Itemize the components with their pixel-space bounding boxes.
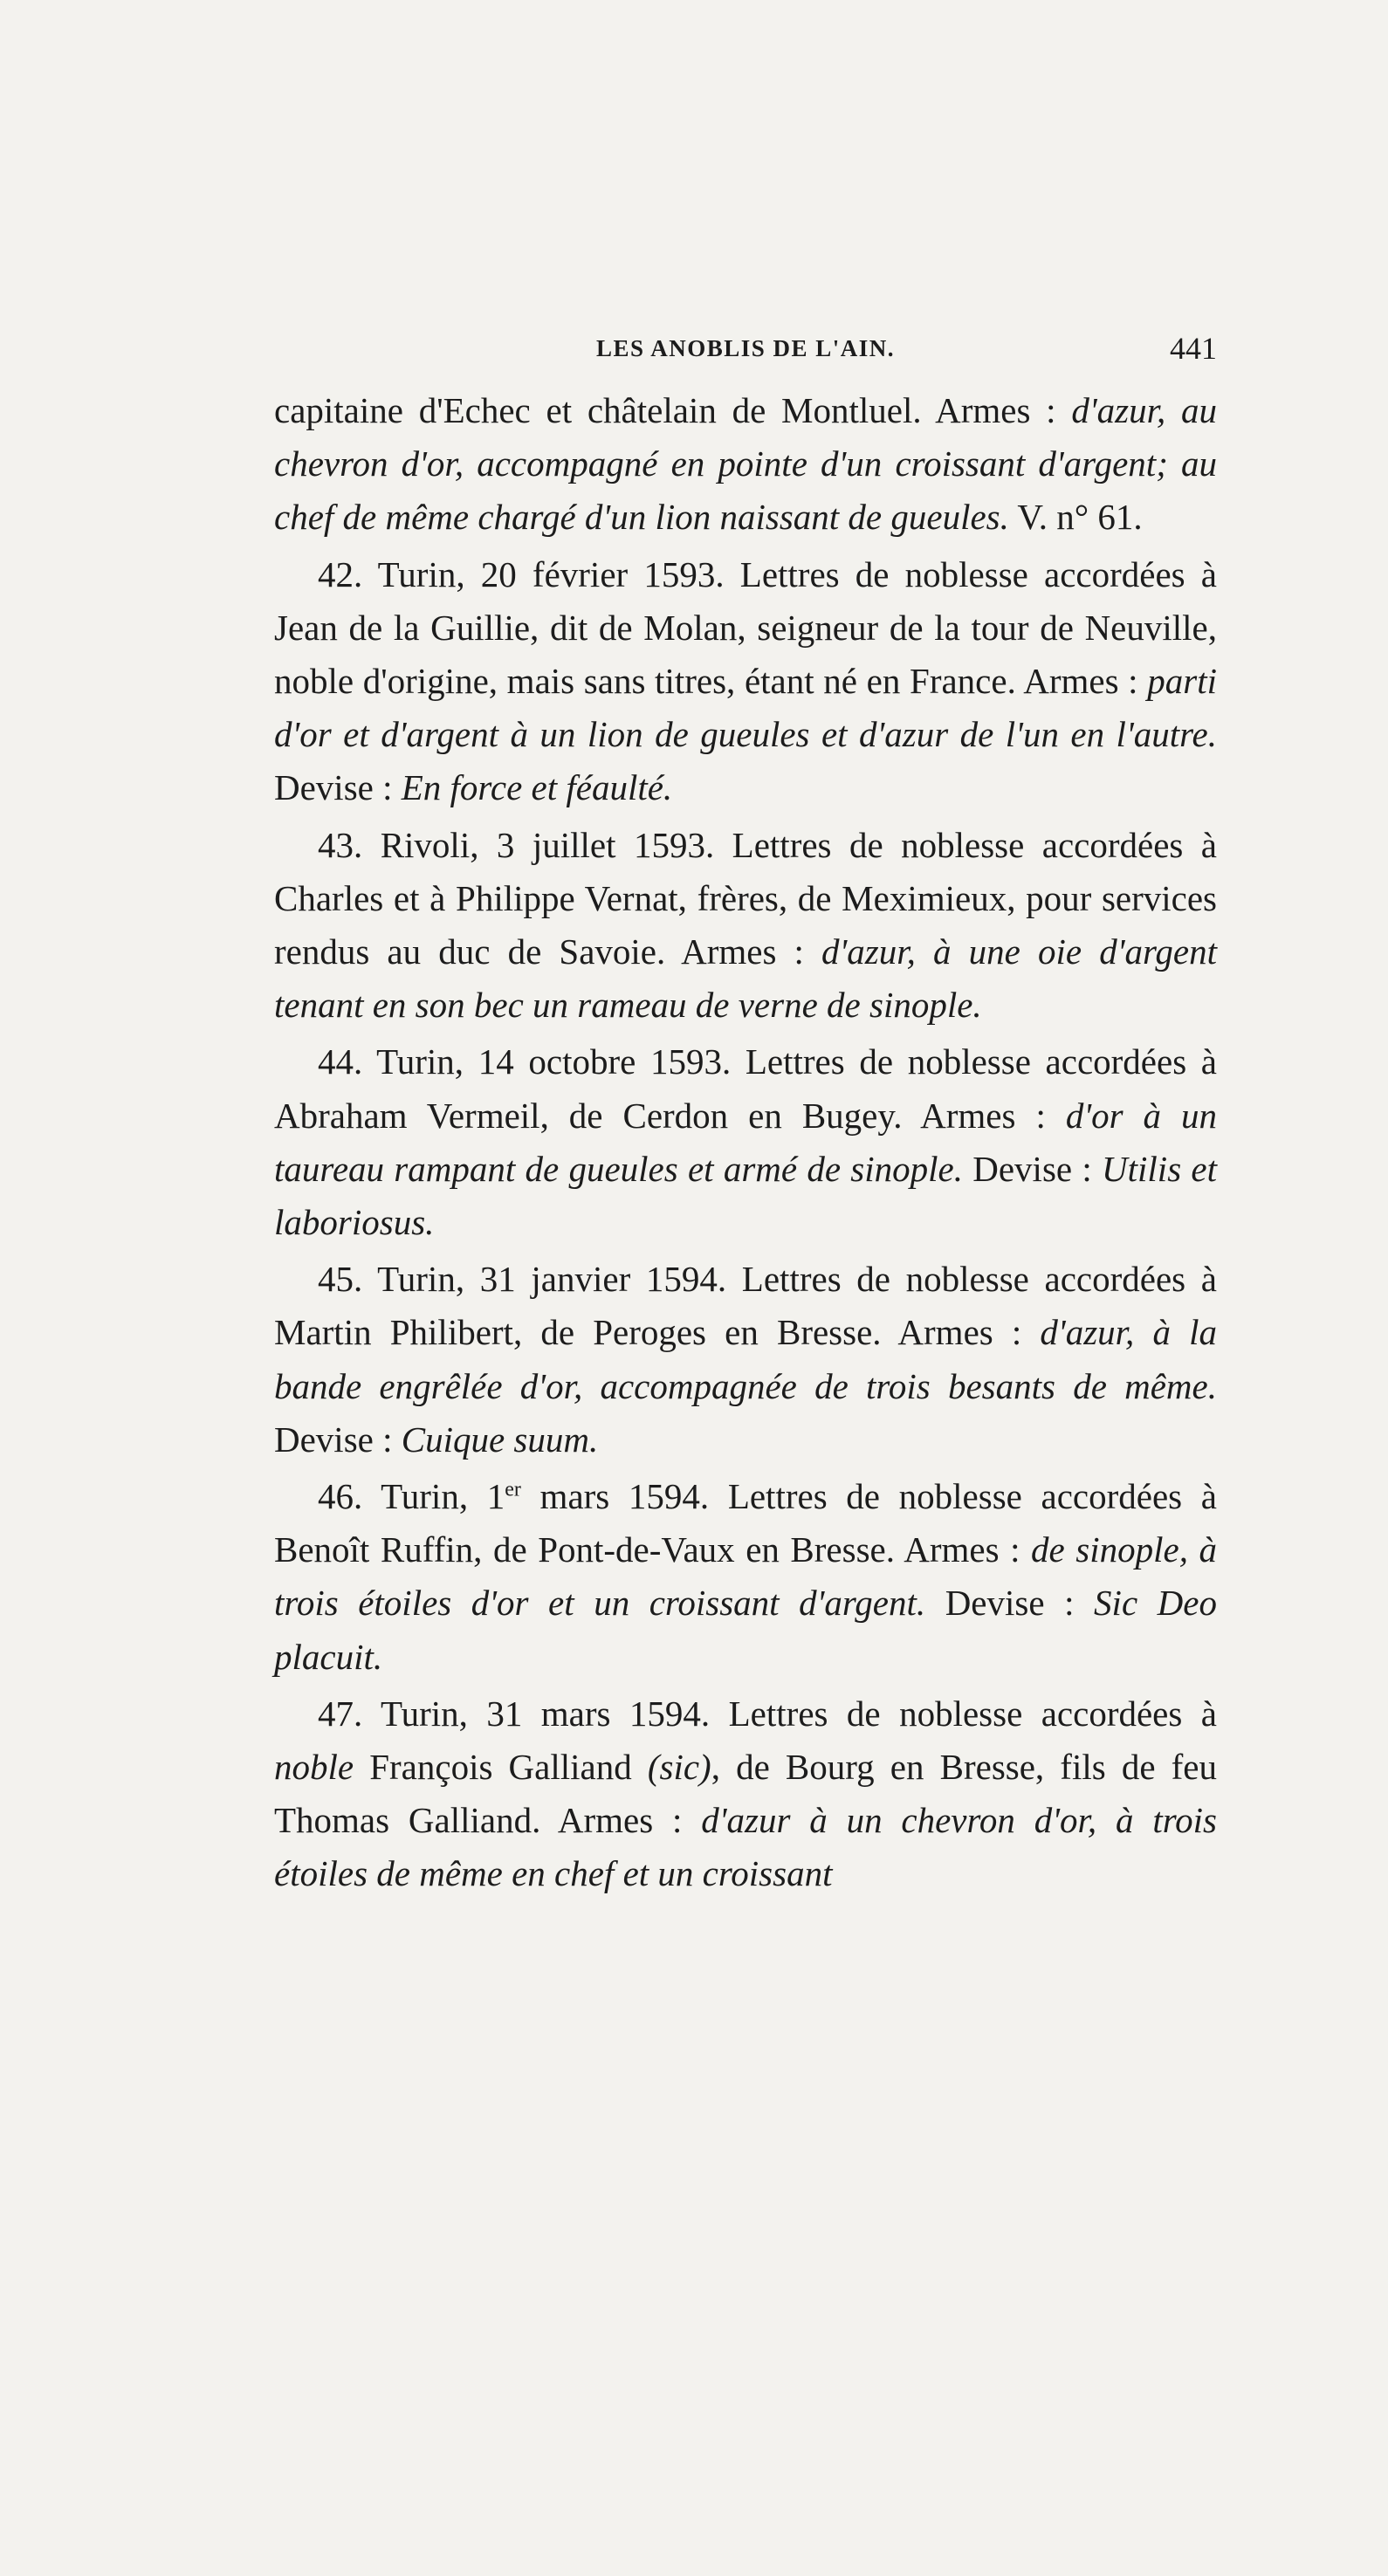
text-span: Devise : xyxy=(274,767,402,808)
text-span: Devise : xyxy=(925,1583,1095,1624)
entry-paragraph xyxy=(274,548,1217,815)
italic-text: d'azur, au chevron d'or, accompagné en pointe d'un croissant d'argent; au chef de même chargé d'un lion naissant de gueules. xyxy=(274,390,1217,538)
entry-paragraph xyxy=(274,1687,1217,1901)
text-span: 43. Rivoli, 3 juillet 1593. Lettres de noblesse accordées à Charles et à Philippe Vernat, frères, de Meximieux, pour services rendus au duc de Savoie. Armes : xyxy=(274,824,1217,972)
italic-text: noble xyxy=(274,1747,354,1788)
italic-text: parti d'or et d'argent à un lion de gueules et d'azur de l'un en l'autre. xyxy=(274,661,1217,755)
text-span: V. n° 61. xyxy=(1008,497,1143,538)
entry-paragraph xyxy=(274,1470,1217,1684)
text-span: , de Bourg en Bresse, fils de feu Thomas Galliand. Armes : xyxy=(274,1747,1217,1841)
text-span: Devise : xyxy=(274,1419,402,1460)
body-text xyxy=(274,384,1217,1901)
italic-text: d'or à un taureau rampant de gueules et armé de sinople. xyxy=(274,1095,1217,1189)
italic-text: Sic Deo placuit. xyxy=(274,1583,1217,1677)
continuation-paragraph xyxy=(274,384,1217,545)
italic-text: En force et féaulté. xyxy=(401,767,673,808)
text-span: Devise : xyxy=(962,1148,1103,1189)
italic-text: (sic) xyxy=(647,1747,711,1788)
text-span: 46. Turin, 1 xyxy=(318,1476,505,1517)
text-span: 42. Turin, 20 février 1593. Lettres de noblesse accordées à Jean de la Guillie, dit de Molan, seigneur de la tour de Neuville, noble d'origine, mais sans titres, étant né en France. Armes : xyxy=(274,553,1217,702)
text-span: 45. Turin, 31 janvier 1594. Lettres de noblesse accordées à Martin Philibert, de Peroges en Bresse. Armes : xyxy=(274,1259,1217,1353)
text-span: 47. Turin, 31 mars 1594. Lettres de noblesse accordées à xyxy=(318,1693,1217,1734)
entry-paragraph xyxy=(274,1035,1217,1249)
text-span: 44. Turin, 14 octobre 1593. Lettres de noblesse accordées à Abraham Vermeil, de Cerdon en Bugey. Armes : xyxy=(274,1041,1217,1136)
italic-text: d'azur à un chevron d'or, à trois étoiles de même en chef et un croissant xyxy=(274,1800,1217,1894)
italic-text: d'azur, à une oie d'argent tenant en son bec un rameau de verne de sinople. xyxy=(274,931,1217,1026)
entry-paragraph xyxy=(274,1253,1217,1467)
italic-text: d'azur, à la bande engrêlée d'or, accompagnée de trois besants de même. xyxy=(274,1312,1217,1406)
text-span: François Galliand xyxy=(354,1747,648,1788)
superscript: er xyxy=(505,1478,521,1501)
running-head xyxy=(274,330,1217,374)
text-span: capitaine d'Echec et châtelain de Montluel. Armes : xyxy=(274,390,1072,430)
page-number: 441 xyxy=(1170,331,1217,366)
italic-text: de sinople, à trois étoiles d'or et un croissant d'argent. xyxy=(274,1529,1217,1624)
running-title: LES ANOBLIS DE L'AIN. xyxy=(595,335,896,361)
italic-text: Cuique suum. xyxy=(401,1419,599,1460)
text-span: mars 1594. Lettres de noblesse accordées à Benoît Ruffin, de Pont-de-Vaux en Bresse. Armes : xyxy=(274,1476,1217,1570)
entry-paragraph xyxy=(274,819,1217,1033)
italic-text: Utilis et laboriosus. xyxy=(274,1148,1217,1243)
